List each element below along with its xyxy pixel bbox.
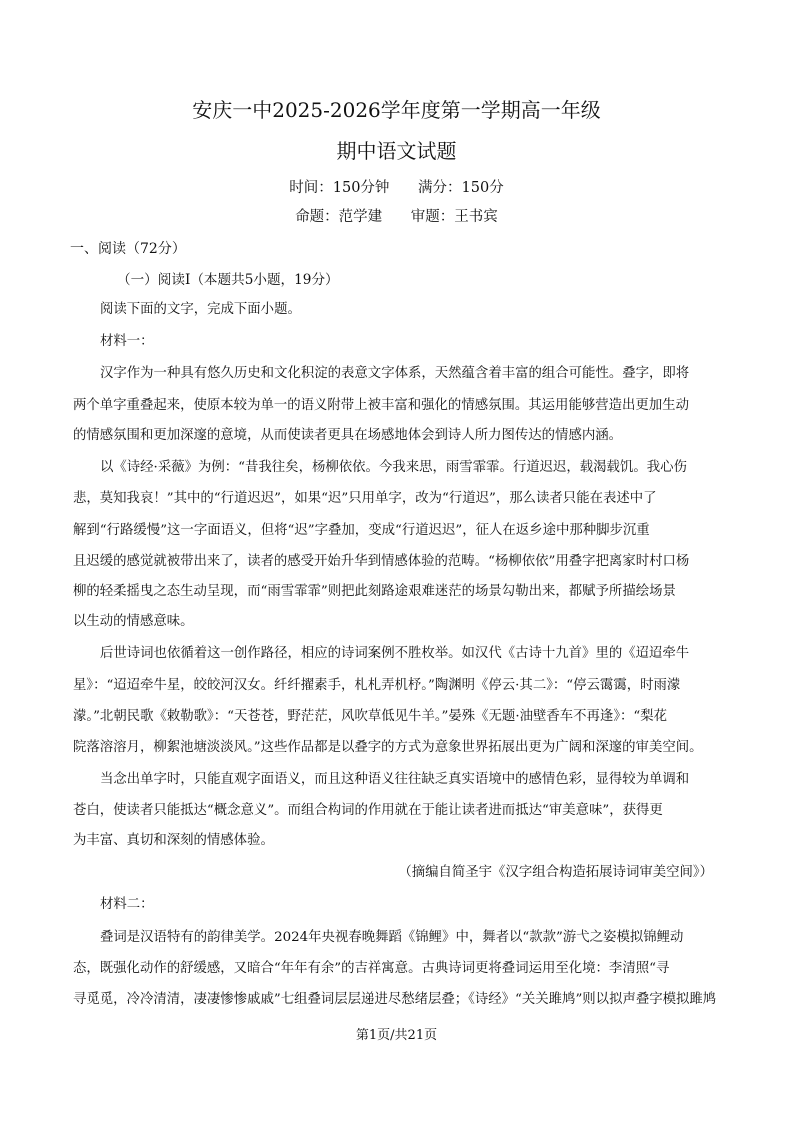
exam-reviewer: 审题：王书宾	[410, 209, 498, 225]
material1-line: 为丰富、真切和深刻的情感体验。	[73, 833, 274, 848]
exam-authors	[0, 207, 793, 227]
exam-title-line1: 安庆一中2025-2026学年度第一学期高一年级	[192, 98, 601, 122]
material1-line: 苍白，使读者只能抵达“概念意义”。而组合构词的作用就在于能让读者进而抵达“审美意味”，获得更	[73, 803, 663, 818]
material1-line: 星》：“迢迢牵牛星，皎皎河汉女。纤纤擢素手，札札弄机杼。”陶渊明《停云·其二》：“停云霭霭，时雨濛	[73, 678, 681, 693]
material1-line: 的情感氛围和更加深邃的意境，从而使读者更具在场感地体会到诗人所力图传达的情感内涵。	[73, 428, 623, 443]
section-heading: 一、阅读（72分）	[70, 241, 186, 257]
section-subheading: （一）阅读Ⅰ（本题共5小题，19分）	[117, 272, 339, 288]
material2-label: 材料二：	[100, 897, 154, 912]
material1-line: 悲，莫知我哀！”其中的“行道迟迟”，如果“迟”只用单字，改为“行道迟”，那么读者只能在表述中了	[73, 491, 657, 506]
material2-line: 态，既强化动作的舒缓感，又暗合“年年有余”的吉祥寓意。古典诗词更将叠词运用至化境：李清照“寻	[73, 961, 670, 976]
material1-line: 两个单字重叠起来，使原本较为单一的语义附带上被丰富和强化的情感氛围。其运用能够营造出更加生动	[73, 398, 689, 413]
material1-line: 后世诗词也依循着这一创作路径，相应的诗词案例不胜枚举。如汉代《古诗十九首》里的《迢迢牵牛	[100, 646, 690, 661]
page-number: 第1页/共21页	[355, 1028, 438, 1043]
material1-line: 当念出单字时，只能直观字面语义，而且这种语义往往缺乏真实语境中的感情色彩，显得较为单调和	[100, 772, 690, 787]
material1-line: 柳的轻柔摇曳之态生动呈现，而“雨雪霏霏”则把此刻路途艰难迷茫的场景勾勒出来，都赋予所描绘场景	[73, 584, 676, 599]
material1-line: 且迟缓的感觉就被带出来了，读者的感受开始升华到情感体验的范畴。“杨柳依依”用叠字把离家时村口杨	[73, 554, 690, 569]
material1-line: 以《诗经·采薇》为例：“昔我往矣，杨柳依依。今我来思，雨雪霏霏。行道迟迟，载渴载饥。我心伤	[100, 460, 687, 475]
material1-line: 濛。”北朝民歌《敕勒歌》：“天苍苍，野茫茫，风吹草低见牛羊。”晏殊《无题·油壁香车不再逢》：“梨花	[73, 709, 668, 724]
material1-label: 材料一：	[100, 334, 154, 349]
exam-time-score	[0, 178, 793, 198]
exam-title-line2: 期中语文试题	[336, 139, 457, 163]
material2-line: 叠词是汉语特有的韵律美学。2024年央视春晚舞蹈《锦鲤》中，舞者以“款款”游弋之姿模拟锦鲤动	[100, 930, 684, 945]
material1-source: （摘编自简圣宇《汉字组合构造拓展诗词审美空间》）	[398, 865, 713, 880]
instruction-text: 阅读下面的文字，完成下面小题。	[100, 302, 301, 317]
material1-line: 院落溶溶月，柳絮池塘淡淡风。”这些作品都是以叠字的方式为意象世界拓展出更为广阔和深邃的审美空间。	[73, 740, 703, 755]
exam-author: 命题：范学建	[295, 209, 383, 225]
material1-line: 解到“行路缓慢”这一字面语义，但将“迟”字叠加，变成“行道迟迟”，征人在返乡途中那种脚步沉重	[73, 523, 650, 538]
material2-line: 寻觅觅，冷冷清清，凄凄惨惨戚戚”七组叠词层层递进尽愁绪层叠；《诗经》“关关雎鸠”则以拟声叠字模拟雎鸠	[73, 992, 717, 1007]
exam-time: 时间：150分钟	[289, 180, 390, 196]
exam-full-score: 满分：150分	[418, 180, 504, 196]
material1-line: 以生动的情感意味。	[73, 614, 194, 629]
material1-line: 汉字作为一种具有悠久历史和文化积淀的表意文字体系，天然蕴含着丰富的组合可能性。叠字，即将	[100, 366, 690, 381]
